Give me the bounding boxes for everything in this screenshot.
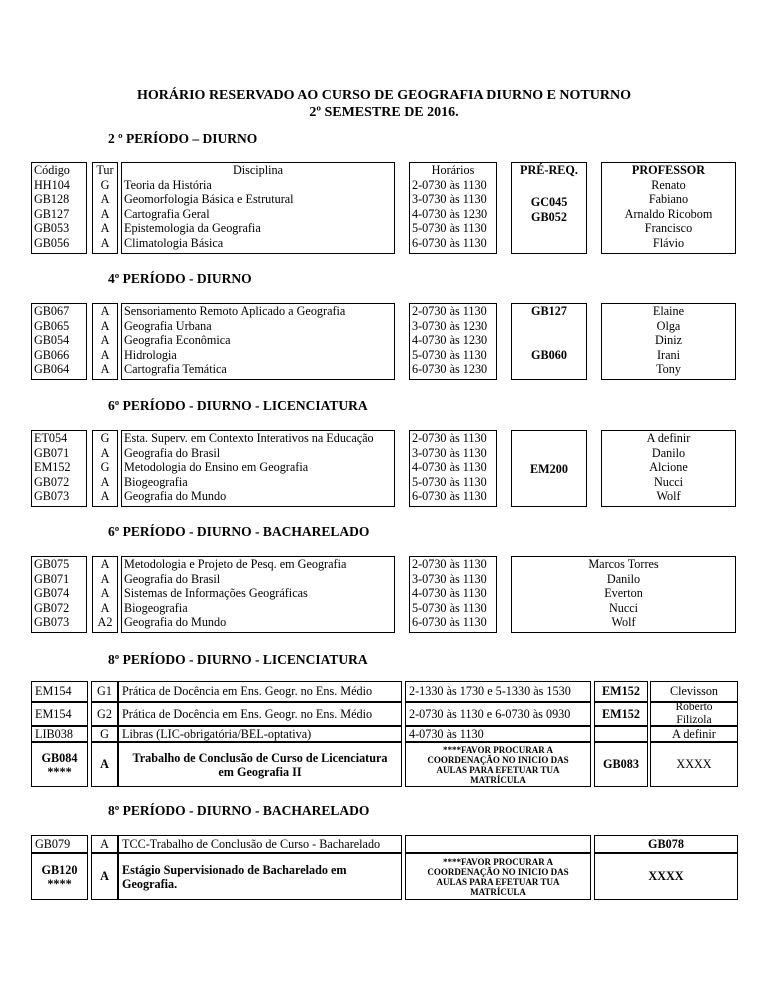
- prereq-cell: GB078: [594, 835, 738, 853]
- disciplina-column: [121, 556, 395, 633]
- code-line: ****: [47, 764, 72, 779]
- section-heading: 8º PERÍODO - DIURNO - LICENCIATURA: [108, 652, 368, 667]
- professor-column: [511, 556, 736, 633]
- turma-cell: A: [91, 853, 118, 900]
- turma-cell: G: [91, 726, 118, 742]
- code-column: [31, 303, 87, 380]
- professor-cell: A definir: [650, 726, 738, 742]
- disciplina-cell: Metodologia do Ensino em Geografia: [124, 460, 309, 475]
- turma-cell: G2: [91, 702, 118, 726]
- horario-cell: 3-0730 às 1230: [412, 318, 488, 333]
- horario-cell: 4-0730 às 1130: [412, 586, 487, 601]
- professor-cell: Francisco: [644, 221, 693, 236]
- professor-column: [601, 162, 736, 254]
- prereq-cell: [594, 726, 648, 742]
- professor-column: [601, 430, 736, 507]
- code-cell: [31, 853, 88, 900]
- disciplina-cell: Esta. Superv. em Contexto Interativos na Educação: [124, 431, 374, 445]
- column-header: Horários: [431, 163, 475, 177]
- turma-cell: G1: [91, 681, 118, 702]
- prereq-cell: GB052: [531, 210, 567, 224]
- title-line-1: HORÁRIO RESERVADO AO CURSO DE GEOGRAFIA DIURNO E NOTURNO: [137, 88, 631, 103]
- code-line: ****: [47, 876, 72, 891]
- disciplina-cell: Geografia Urbana: [124, 318, 212, 333]
- turma-cell: A: [100, 347, 110, 362]
- turma-cell: G: [100, 460, 110, 475]
- code-cell: GB073: [34, 615, 70, 630]
- turma-cell: A: [91, 742, 118, 787]
- code-cell: GB066: [34, 347, 70, 362]
- professor-cell: Arnaldo Ricobom: [624, 206, 713, 221]
- code-cell: GB072: [34, 600, 70, 615]
- prereq-cell: GB083: [594, 742, 648, 787]
- column-header: Disciplina: [232, 163, 284, 177]
- code-line: GB084: [41, 750, 78, 765]
- horario-cell: 5-0730 às 1130: [412, 600, 487, 615]
- disciplina-cell: Geografia do Brasil: [124, 445, 221, 460]
- turma-cell: A: [100, 586, 110, 601]
- disciplina-cell: Geomorfologia Básica e Estrutural: [124, 192, 294, 207]
- code-column: [31, 556, 87, 633]
- professor-cell: Danilo: [606, 571, 641, 586]
- turma-column: [92, 556, 118, 633]
- code-cell: LIB038: [31, 726, 88, 742]
- disciplina-cell: Biogeografia: [124, 600, 188, 615]
- enrollment-notice: [405, 742, 591, 787]
- disciplina-cell: Geografia Econômica: [124, 333, 231, 348]
- professor-cell: Everton: [604, 586, 643, 601]
- professor-cell: XXXX: [594, 853, 738, 900]
- turma-cell: A: [91, 835, 118, 853]
- professor-cell: Nucci: [653, 474, 684, 489]
- professor-column: [601, 303, 736, 380]
- turma-cell: A: [100, 489, 110, 504]
- code-cell: GB071: [34, 571, 70, 586]
- code-cell: GB065: [34, 318, 70, 333]
- professor-cell: Tony: [656, 362, 681, 377]
- section-heading: 4º PERÍODO - DIURNO: [108, 271, 252, 286]
- title-line-2: 2º SEMESTRE DE 2016.: [309, 105, 459, 120]
- notice-line: COORDENAÇÃO NO INICIO DAS: [427, 754, 569, 765]
- code-column: [31, 430, 87, 507]
- turma-cell: A: [100, 445, 110, 460]
- turma-cell: A2: [97, 615, 113, 630]
- horario-cell: 2-0730 às 1130: [412, 431, 487, 445]
- prereq-column: [511, 430, 587, 507]
- disciplina-cell: Epistemologia da Geografia: [124, 221, 261, 236]
- notice-line: COORDENAÇÃO NO INICIO DAS: [427, 866, 569, 877]
- turma-cell: A: [100, 206, 110, 221]
- horario-cell: 5-0730 às 1130: [412, 474, 487, 489]
- disciplina-cell: Geografia do Brasil: [124, 571, 221, 586]
- turma-column: [92, 430, 118, 507]
- code-cell: GB067: [34, 304, 70, 318]
- prereq-cell: GB127: [531, 304, 567, 318]
- horario-cell: 5-0730 às 1130: [412, 347, 487, 362]
- column-header: PRÉ-REQ.: [520, 163, 578, 177]
- column-header: Código: [34, 163, 70, 177]
- disciplina-cell: TCC-Trabalho de Conclusão de Curso - Bacharelado: [118, 835, 402, 853]
- section-heading: 6º PERÍODO - DIURNO - BACHARELADO: [108, 524, 370, 539]
- turma-cell: G: [100, 431, 110, 445]
- horario-column: [409, 556, 497, 633]
- code-cell: GB056: [34, 235, 70, 250]
- disciplina-line: Geografia.: [122, 876, 178, 891]
- code-cell: GB073: [34, 489, 70, 504]
- professor-cell: Danilo: [651, 445, 686, 460]
- prereq-cell: EM200: [530, 462, 568, 476]
- prereq-cell: GB060: [531, 348, 567, 362]
- disciplina-cell: [118, 742, 402, 787]
- professor-name-line: Filizola: [676, 714, 712, 726]
- turma-cell: A: [100, 571, 110, 586]
- turma-cell: A: [100, 318, 110, 333]
- turma-cell: A: [100, 221, 110, 236]
- disciplina-cell: Metodologia e Projeto de Pesq. em Geografia: [124, 557, 347, 571]
- professor-cell: Elaine: [652, 304, 685, 318]
- horario-cell: 2-0730 às 1130: [412, 304, 487, 318]
- disciplina-line: Estágio Supervisionado de Bacharelado em: [122, 862, 347, 877]
- prereq-cell: GC045: [530, 195, 568, 209]
- code-line: GB120: [41, 862, 78, 877]
- disciplina-cell: Libras (LIC-obrigatória/BEL-optativa): [118, 726, 402, 742]
- professor-cell: Clevisson: [650, 681, 738, 702]
- disciplina-cell: Sensoriamento Remoto Aplicado a Geografia: [124, 304, 346, 318]
- turma-cell: A: [100, 362, 110, 377]
- professor-cell: XXXX: [650, 742, 738, 787]
- section-heading: 6º PERÍODO - DIURNO - LICENCIATURA: [108, 398, 368, 413]
- disciplina-cell: Biogeografia: [124, 474, 188, 489]
- turma-cell: G: [100, 177, 110, 192]
- professor-cell: Irani: [656, 347, 680, 362]
- code-cell: GB127: [34, 206, 70, 221]
- code-cell: ET054: [34, 431, 68, 445]
- horario-cell: 6-0730 às 1130: [412, 235, 487, 250]
- horario-cell: 4-0730 às 1130: [412, 460, 487, 475]
- code-cell: EM154: [31, 681, 88, 702]
- code-cell: GB054: [34, 333, 70, 348]
- professor-cell: A definir: [646, 431, 691, 445]
- horario-cell: 6-0730 às 1230: [412, 362, 488, 377]
- horario-cell: 3-0730 às 1130: [412, 192, 487, 207]
- turma-cell: A: [100, 333, 110, 348]
- section-heading: 8º PERÍODO - DIURNO - BACHARELADO: [108, 803, 370, 818]
- page-title: [0, 87, 768, 121]
- code-cell: GB128: [34, 192, 70, 207]
- horario-cell: 6-0730 às 1130: [412, 615, 487, 630]
- professor-cell: Wolf: [611, 615, 636, 630]
- horario-cell: 4-0730 às 1230: [412, 206, 488, 221]
- code-cell: GB064: [34, 362, 70, 377]
- code-cell: EM152: [34, 460, 71, 475]
- enrollment-notice: [405, 853, 591, 900]
- professor-name-line: Roberto: [675, 701, 713, 713]
- turma-cell: A: [100, 192, 110, 207]
- section-heading: 2 º PERÍODO – DIURNO: [108, 131, 258, 146]
- horario-cell: 2-1330 às 1730 e 5-1330 às 1530: [405, 681, 591, 702]
- prereq-cell: EM152: [594, 702, 648, 726]
- disciplina-cell: Prática de Docência em Ens. Geogr. no Ens. Médio: [118, 681, 402, 702]
- professor-cell: Diniz: [654, 333, 683, 348]
- horario-cell: 2-0730 às 1130: [412, 177, 487, 192]
- horario-cell: 2-0730 às 1130 e 6-0730 às 0930: [405, 702, 591, 726]
- disciplina-column: [121, 430, 395, 507]
- code-cell: HH104: [34, 177, 70, 192]
- disciplina-cell: Cartografia Geral: [124, 206, 210, 221]
- column-header: PROFESSOR: [631, 163, 706, 177]
- disciplina-cell: Cartografia Temática: [124, 362, 227, 377]
- notice-line: AULAS PARA EFETUAR TUA: [436, 764, 560, 775]
- notice-line: MATRÍCULA: [470, 886, 526, 897]
- horario-cell: 4-0730 às 1130: [405, 726, 591, 742]
- disciplina-line: Trabalho de Conclusão de Curso de Licenciatura: [132, 750, 388, 765]
- turma-cell: A: [100, 304, 110, 318]
- column-header: Tur: [96, 163, 114, 177]
- code-cell: GB071: [34, 445, 70, 460]
- prereq-cell: EM152: [594, 681, 648, 702]
- horario-cell: 3-0730 às 1130: [412, 571, 487, 586]
- turma-cell: A: [100, 600, 110, 615]
- disciplina-cell: [118, 853, 402, 900]
- prereq-column: [511, 162, 587, 254]
- turma-cell: A: [100, 235, 110, 250]
- code-cell: GB074: [34, 586, 70, 601]
- horario-column: [409, 430, 497, 507]
- disciplina-column: [121, 303, 395, 380]
- disciplina-cell: Hidrologia: [124, 347, 177, 362]
- code-cell: GB079: [31, 835, 88, 853]
- professor-cell: Nucci: [608, 600, 639, 615]
- code-cell: GB072: [34, 474, 70, 489]
- disciplina-cell: Prática de Docência em Ens. Geogr. no Ens. Médio: [118, 702, 402, 726]
- professor-cell: Renato: [651, 177, 686, 192]
- turma-column: [92, 303, 118, 380]
- code-cell: EM154: [31, 702, 88, 726]
- disciplina-column: [121, 162, 395, 254]
- disciplina-cell: Sistemas de Informações Geográficas: [124, 586, 308, 601]
- professor-cell: Olga: [656, 318, 681, 333]
- notice-line: MATRÍCULA: [470, 774, 526, 785]
- professor-cell: [650, 702, 738, 726]
- disciplina-line: em Geografia II: [218, 764, 302, 779]
- notice-line: ****FAVOR PROCURAR A: [443, 856, 553, 867]
- disciplina-cell: Teoria da História: [124, 177, 212, 192]
- professor-cell: Wolf: [656, 489, 681, 504]
- horario-cell: 4-0730 às 1230: [412, 333, 488, 348]
- code-cell: GB053: [34, 221, 70, 236]
- horario-cell: [405, 835, 591, 853]
- horario-cell: 2-0730 às 1130: [412, 557, 487, 571]
- horario-cell: 3-0730 às 1130: [412, 445, 487, 460]
- professor-cell: Alcione: [649, 460, 688, 475]
- code-column: [31, 162, 87, 254]
- code-cell: GB075: [34, 557, 70, 571]
- prereq-column: [511, 303, 587, 380]
- code-cell: [31, 742, 88, 787]
- horario-column: [409, 162, 497, 254]
- professor-cell: Flávio: [652, 235, 685, 250]
- horario-column: [409, 303, 497, 380]
- professor-cell: Fabiano: [648, 192, 689, 207]
- disciplina-cell: Climatologia Básica: [124, 235, 224, 250]
- turma-column: [92, 162, 118, 254]
- turma-cell: A: [100, 474, 110, 489]
- disciplina-cell: Geografia do Mundo: [124, 489, 227, 504]
- turma-cell: A: [100, 557, 110, 571]
- professor-cell: Marcos Torres: [588, 557, 659, 571]
- notice-line: AULAS PARA EFETUAR TUA: [436, 876, 560, 887]
- horario-cell: 6-0730 às 1130: [412, 489, 487, 504]
- horario-cell: 5-0730 às 1130: [412, 221, 487, 236]
- notice-line: ****FAVOR PROCURAR A: [443, 744, 553, 755]
- disciplina-cell: Geografia do Mundo: [124, 615, 227, 630]
